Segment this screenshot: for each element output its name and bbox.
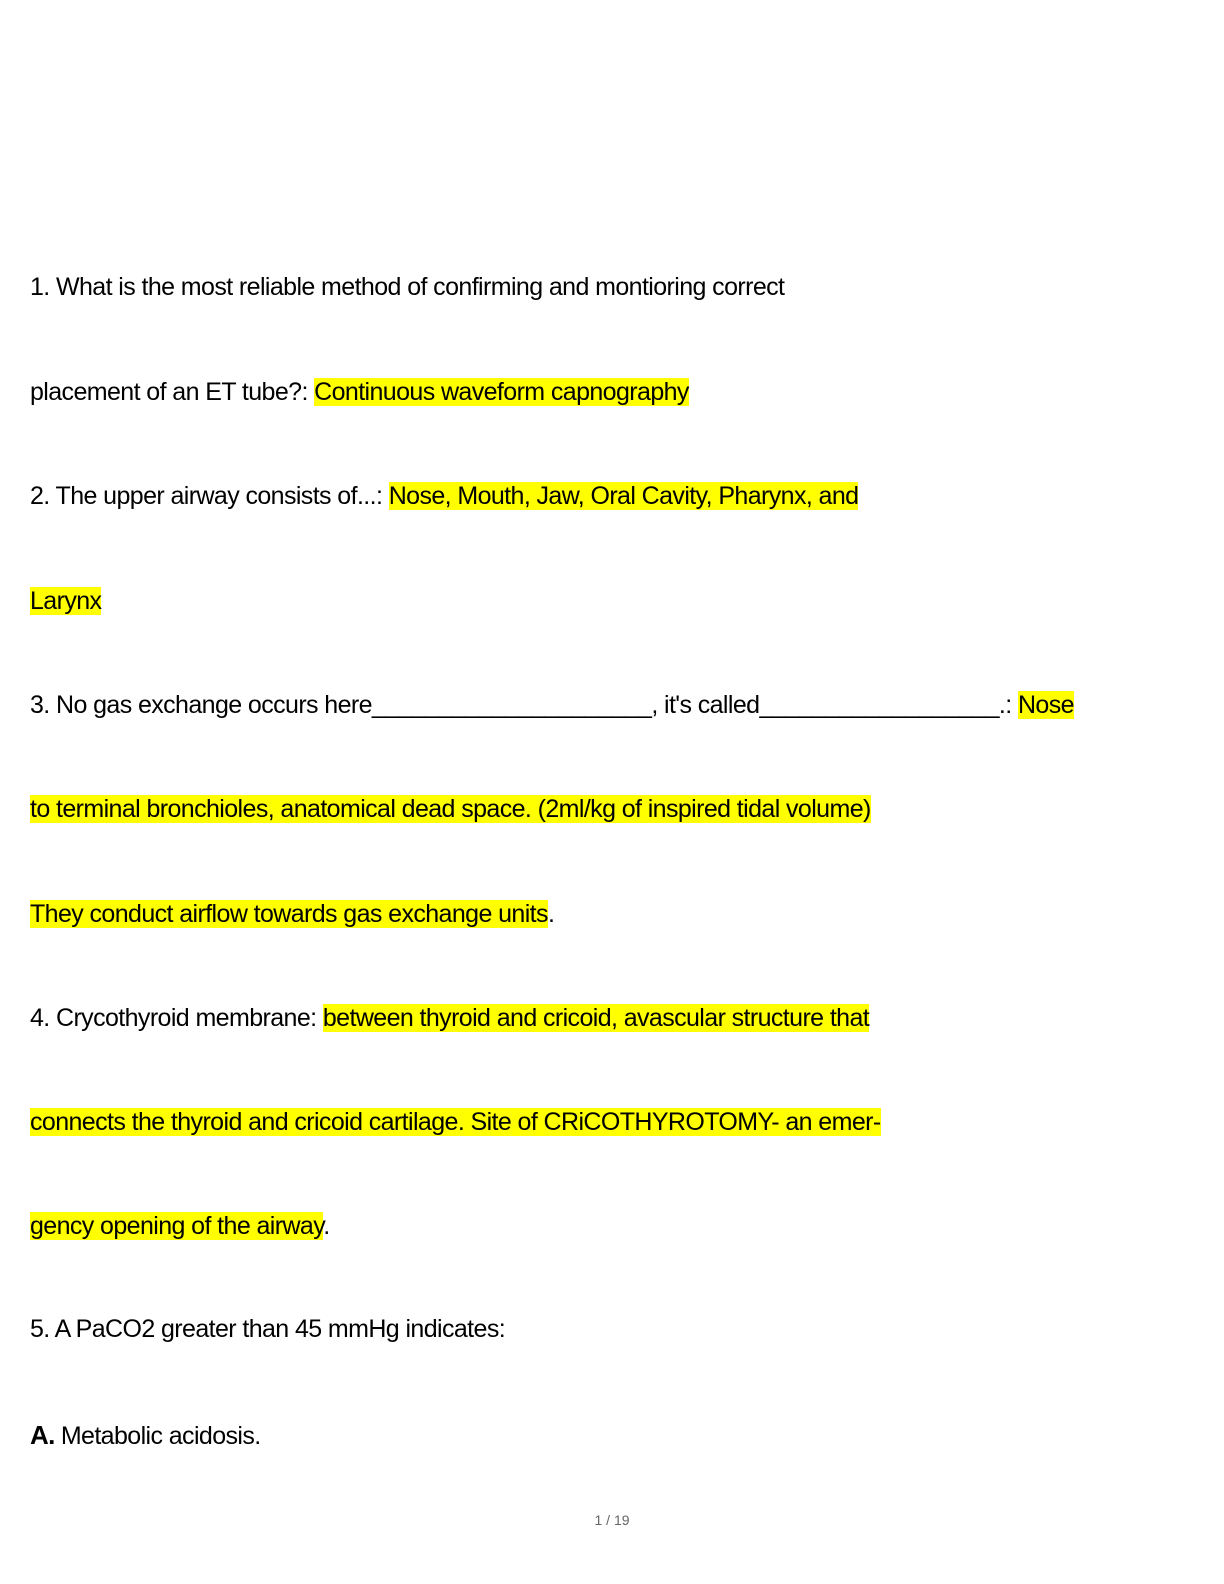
question-1-line-1 (30, 265, 784, 309)
question-4-period: . (323, 1212, 330, 1240)
question-3-line-3 (30, 892, 554, 936)
option-a-letter: A. (30, 1420, 55, 1450)
question-4-line-1 (30, 996, 869, 1040)
question-3-text: 3. No gas exchange occurs here_____________________, it's called__________________.: (30, 691, 1018, 719)
question-5-text: 5. A PaCO2 greater than 45 mmHg indicates: (30, 1315, 506, 1343)
question-1-text-continued: placement of an ET tube?: (30, 378, 315, 406)
question-3-period: . (547, 900, 555, 928)
question-4-answer: between thyroid and cricoid, avascular structure that (322, 1004, 870, 1032)
page-indicator: 1 / 19 (594, 1512, 630, 1528)
question-3-answer: Nose (1017, 691, 1074, 719)
question-5-line-1 (30, 1307, 505, 1351)
question-2-line-1 (30, 474, 858, 518)
option-a-text: Metabolic acidosis. (60, 1422, 261, 1450)
question-1-line-2 (30, 370, 689, 414)
question-3-line-2 (30, 787, 871, 831)
question-4-line-2 (30, 1100, 881, 1144)
question-2-text: 2. The upper airway consists of...: (30, 482, 389, 510)
question-4-text: 4. Crycothyroid membrane: (30, 1004, 323, 1032)
question-2-answer: Nose, Mouth, Jaw, Oral Cavity, Pharynx, and (388, 482, 859, 510)
question-2-line-2 (30, 579, 101, 623)
question-3-line-1 (30, 683, 1074, 727)
question-3-answer-continued: to terminal bronchioles, anatomical dead space. (2ml/kg of inspired tidal volume) (30, 795, 871, 823)
question-4-answer-end: gency opening of the airway (30, 1212, 324, 1240)
question-4-line-3 (30, 1204, 330, 1248)
question-2-answer-continued: Larynx (30, 587, 102, 615)
question-4-answer-continued: connects the thyroid and cricoid cartilage. Site of CRiCOTHYROTOMY- an emer- (30, 1108, 881, 1136)
question-5-option-a (30, 1413, 261, 1457)
question-3-answer-end: They conduct airflow towards gas exchange units (30, 900, 548, 928)
question-1-answer: Continuous waveform capnography (314, 378, 689, 406)
question-1-text: 1. What is the most reliable method of confirming and montioring correct (30, 273, 785, 301)
